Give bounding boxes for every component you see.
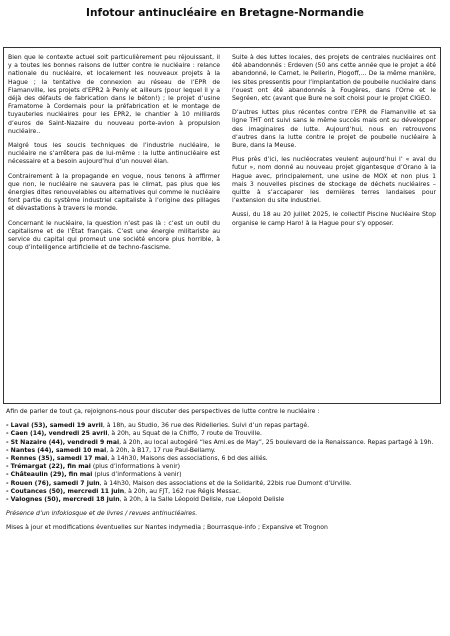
events-intro: Afin de parler de tout ça, rejoignons-nous pour discuter des perspectives de lutte contre le nucléaire : xyxy=(6,408,320,415)
event-date: - Nantes (44), samedi 10 mai xyxy=(6,446,107,454)
left-paragraph: Bien que le contexte actuel soit particulièrement peu réjouissant, il y a toutes les bonnes raisons de lutter contre le nucléaire : relance nationale du nucléaire, et localement les nouveaux projets à la Hague ; la tentative de connexion au réseau de l’EPR de Flamanville, les projets d’EPR2 à Penly et ailleurs (pour lequel il y a déjà des défauts de fabrication dans le béton!) ; le projet d’usine Framatome à Cordemais pour la préfabrication et le montage de tuyauteries nucléaires pour les EPR2, le chantier à 10 milliards d’euros de Saint-Nazaire du nouveau porte-avion à propulsion nucléaire.. xyxy=(8,54,220,135)
events-list xyxy=(6,422,436,504)
event-details: (plus d’informations à venir) xyxy=(92,471,182,479)
event-details: , à 20h, au Squat de la Chiffo, 7 route de Trouville. xyxy=(107,430,262,438)
event-details: , à 20h, à la Salle Léopold Delisle, rue Léopold Delisle xyxy=(119,496,285,504)
left-paragraph: Concernant le nucléaire, la question n’est pas là : c’est un outil du capitalisme et de l’État français. C’est une énergie militariste au service du capital qui promeut une société encore plus horrible, à coup d’intelligence artificielle et de techno-fascisme. xyxy=(8,219,220,252)
infokiosque-note: Présence d’un infokiosque et de livres / revues antinucléaires. xyxy=(6,510,198,518)
event-item xyxy=(6,496,436,504)
event-item xyxy=(6,471,436,479)
event-details: , à 14h30, Maison des associations et de la Solidarité, 22bis rue Dumont d’Urville. xyxy=(99,479,352,487)
event-item xyxy=(6,455,436,463)
event-date: - Rouen (76), samedi 7 juin xyxy=(6,479,100,487)
event-details: (plus d’informations à venir) xyxy=(90,463,181,471)
right-paragraph: Suite à des luttes locales, des projets de centrales nucléaires ont été abandonnés : Erdeven (50 ans cette année que le projet a été abandonné, le Carnet, le Pellerin, Plogoff,... De la même manière, les sites pressentis pour l’implantation de poubelle nucléaire dans l’ouest ont été abandonnés à Fougères, dans l’Orne et le Segréen, etc (avant que Bure ne soit choisi pour le projet CIGEO. xyxy=(232,54,436,103)
page-title: Infotour antinucléaire en Bretagne-Normandie xyxy=(86,7,364,19)
event-details: , à 20h, au local autogéré “les Ami.es de May”, 25 boulevard de la Renaissance. Repas partagé à 19h. xyxy=(119,438,434,446)
event-item xyxy=(6,430,436,438)
events-section xyxy=(6,408,436,539)
event-date: - St Nazaire (44), vendredi 9 mai xyxy=(6,438,120,446)
event-item xyxy=(6,447,436,455)
right-column xyxy=(232,54,436,234)
event-details: , à 20h, au FJT, 162 rue Régis Messac. xyxy=(124,487,241,495)
event-date: - Valognes (50), mercredi 18 juin xyxy=(6,496,120,504)
event-date: - Coutances (50), mercredi 11 juin xyxy=(6,487,125,495)
left-paragraph: Malgré tous les soucis techniques de l’industrie nucléaire, le nucléaire ne s’arrêtera pas de lui-même : la lutte antinucléaire est nécessaire et a besoin aujourd’hui d’un nouvel élan. xyxy=(8,142,220,166)
right-paragraph: D’autres luttes plus récentes contre l’EPR de Flamanville et sa ligne THT ont suivi sans le même succès mais ont su développer des imaginaires de lutte. Aujourd’hui, nous en retrouvons d’autres dans la lutte contre le projet de poubelle nucléaire à Bure, dans la Meuse. xyxy=(232,109,436,150)
event-date: - Trémargat (22), fin mai xyxy=(6,463,91,471)
updates-note: Mises à jour et modifications éventuelles sur Nantes indymedia ; Bourrasque-info ; Expansive et Trognon xyxy=(6,524,328,532)
event-date: - Rennes (35), samedi 17 mai xyxy=(6,455,108,463)
event-date: - Caen (14), vendredi 25 avril xyxy=(6,430,108,438)
event-date: - Châteaulin (29), fin mai xyxy=(6,471,93,479)
right-paragraph: Plus près d’ici, les nucléocrates veulent aujourd’hui l’ « aval du futur », nom donné au nouveau projet gigantesque d’Orano à la Hague avec, principalement, une usine de MOX et non plus 1 mais 3 nouvelles piscines de stockage de déchets nucléaires – quitte à s’accaparer les dernières terres landaises pour l’extension du site industriel. xyxy=(232,156,436,205)
event-item xyxy=(6,488,436,496)
left-paragraph: Contrairement à la propagande en vogue, nous tenons à affirmer que non, le nucléaire ne sauvera pas le climat, pas plus que les énergies dites renouvelables ou alternatives qui comme le nucléaire font partie du système industriel capitaliste à l’origine des pillages et dévastations à travers le monde. xyxy=(8,172,220,213)
left-column xyxy=(8,54,220,258)
event-item xyxy=(6,439,436,447)
event-date: - Laval (53), samedi 19 avril xyxy=(6,422,103,430)
event-details: , à 18h, au Studio, 36 rue des Ridelleries. Suivi d’un repas partagé. xyxy=(102,422,310,430)
right-paragraph: Aussi, du 18 au 20 juillet 2025, le collectif Piscine Nucléaire Stop organise le camp Haro! à la Hague pour s’y opposer. xyxy=(232,211,436,227)
event-item xyxy=(6,480,436,488)
event-details: , à 14h30, Maisons des associations, 6 bd des alliés. xyxy=(107,455,268,463)
event-details: , à 20h, à B17, 17 rue Paul-Bellamy. xyxy=(106,446,216,454)
